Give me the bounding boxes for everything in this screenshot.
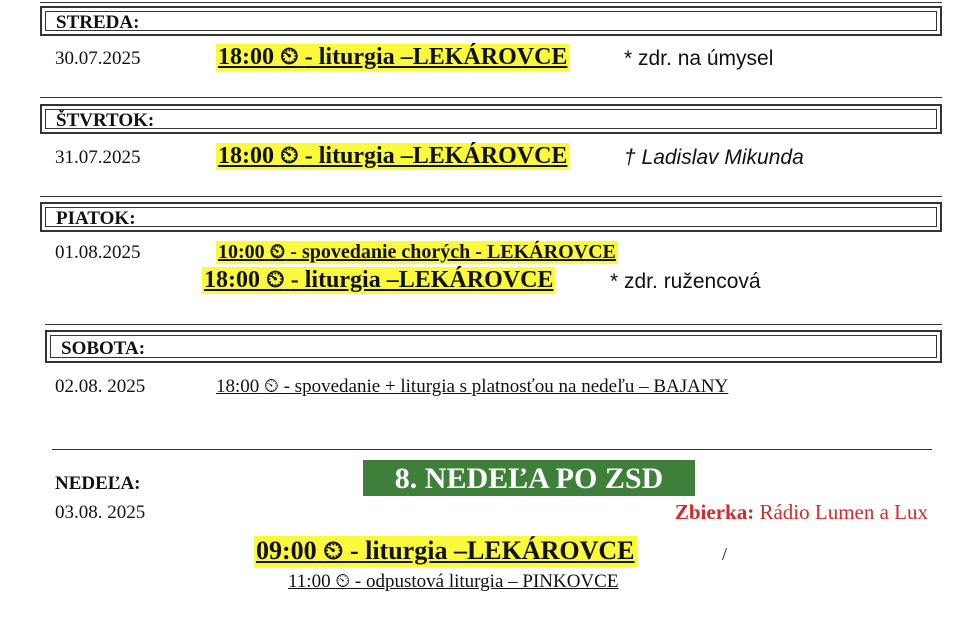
day-date: 02.08. 2025	[55, 376, 146, 397]
day-header-friday	[40, 202, 942, 232]
day-name: ŠTVRTOK:	[56, 110, 155, 131]
event-time: 11:00	[288, 571, 331, 592]
collection-text: Rádio Lumen a Lux	[759, 500, 928, 524]
divider-line	[52, 449, 932, 450]
event-text: - spovedanie + liturgia s platnosťou na nedeľu – BAJANY	[283, 376, 729, 397]
divider-line	[45, 324, 942, 325]
event-time: 09:00	[256, 536, 317, 565]
intention-text: * zdr. ružencová	[610, 270, 761, 293]
intention-text: † Ladislav Mikunda	[624, 146, 804, 169]
clock-icon: ⏲	[335, 571, 351, 592]
event-time: 18:00	[216, 376, 260, 397]
event-text: - liturgia –LEKÁROVCE	[304, 44, 568, 70]
divider-line	[40, 2, 942, 3]
day-name: PIATOK:	[56, 208, 136, 229]
saturday-event	[216, 376, 728, 398]
clock-icon: ⏲	[280, 143, 299, 169]
day-name: SOBOTA:	[61, 338, 146, 359]
clock-icon: ⏲	[323, 536, 344, 565]
event-time: 18:00	[218, 44, 274, 70]
day-header-wednesday	[40, 6, 942, 36]
clock-icon: ⏲	[269, 241, 286, 263]
day-date: 31.07.2025	[55, 147, 141, 168]
day-name: NEDEĽA:	[55, 473, 141, 494]
clock-icon: ⏲	[280, 44, 299, 70]
event-text: - spovedanie chorých - LEKÁROVCE	[290, 241, 616, 263]
day-date: 03.08. 2025	[55, 502, 146, 523]
event-text: - liturgia –LEKÁROVCE	[349, 536, 635, 565]
collection-label: Zbierka:	[674, 500, 755, 524]
day-header-thursday	[40, 104, 942, 134]
mass-intention	[624, 47, 773, 71]
mass-time-highlight	[202, 267, 555, 294]
intention-text: * zdr. na úmysel	[624, 47, 774, 70]
clock-icon: ⏲	[266, 267, 285, 293]
divider-line	[40, 196, 942, 197]
mass-intention	[624, 146, 804, 170]
mass-intention	[610, 270, 761, 294]
mass-time-highlight	[216, 143, 569, 170]
mass-time-highlight	[216, 44, 569, 71]
mass-time-highlight	[254, 536, 637, 567]
event-text: - liturgia –LEKÁROVCE	[304, 143, 568, 169]
event-text: - liturgia –LEKÁROVCE	[290, 267, 554, 293]
event-time: 18:00	[204, 267, 260, 293]
collection-note	[675, 500, 928, 525]
event-text: - odpustová liturgia – PINKOVCE	[354, 571, 619, 592]
divider-line	[40, 97, 942, 98]
day-name: STREDA:	[56, 12, 140, 33]
sunday-second-event	[288, 571, 618, 593]
sunday-title-banner: 8. NEDEĽA PO ZSD	[363, 460, 695, 496]
clock-icon: ⏲	[264, 376, 279, 397]
event-time: 18:00	[218, 143, 274, 169]
event-time: 10:00	[218, 241, 265, 263]
slash-separator: /	[722, 544, 728, 564]
day-date: 30.07.2025	[55, 48, 141, 69]
confession-highlight	[216, 241, 618, 264]
day-header-saturday	[45, 330, 942, 363]
day-date: 01.08.2025	[55, 242, 141, 263]
